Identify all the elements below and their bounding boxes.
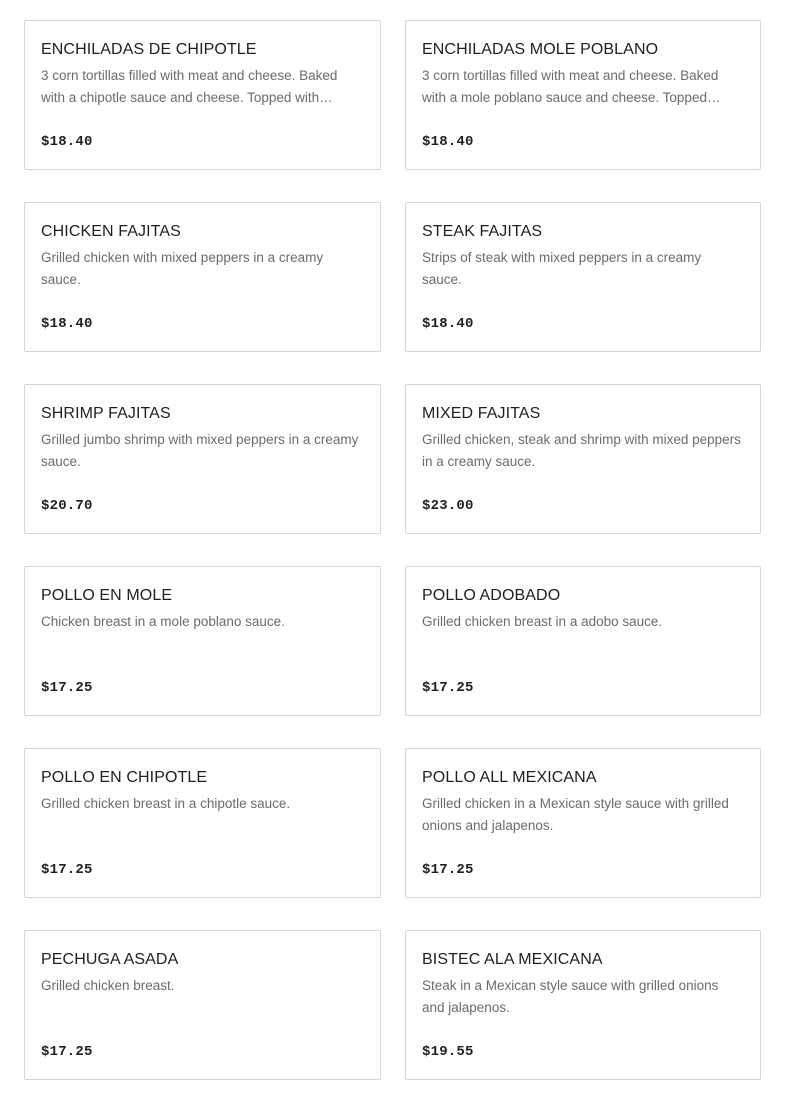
menu-item-name: POLLO EN CHIPOTLE bbox=[41, 769, 208, 786]
menu-item-description: Chicken breast in a mole poblano sauce. bbox=[41, 614, 285, 629]
menu-item-description: Grilled chicken, steak and shrimp with mixed peppers in a creamy sauce. bbox=[422, 432, 741, 469]
menu-item-name: MIXED FAJITAS bbox=[422, 405, 541, 422]
menu-item-description: Grilled chicken with mixed peppers in a creamy sauce. bbox=[41, 250, 324, 287]
menu-item-price: $20.70 bbox=[41, 498, 93, 514]
menu-item-description: Grilled chicken breast in a adobo sauce. bbox=[422, 614, 663, 629]
menu-item-description: Strips of steak with mixed peppers in a creamy sauce. bbox=[422, 250, 702, 287]
menu-item-name: POLLO ADOBADO bbox=[422, 587, 561, 604]
menu-item-description: Grilled chicken breast. bbox=[41, 978, 175, 993]
menu-item-description: Steak in a Mexican style sauce with grilled onions and jalapenos. bbox=[422, 978, 719, 1015]
menu-item-name: SHRIMP FAJITAS bbox=[41, 405, 171, 422]
menu-item-card[interactable] bbox=[405, 202, 761, 352]
menu-item-price: $17.25 bbox=[422, 680, 474, 696]
menu-item-card[interactable] bbox=[24, 202, 381, 352]
menu-item-card[interactable] bbox=[405, 748, 761, 898]
menu-item-description: Grilled chicken breast in a chipotle sauce. bbox=[41, 796, 291, 811]
menu-item-card[interactable] bbox=[405, 930, 761, 1080]
menu-item-name: ENCHILADAS MOLE POBLANO bbox=[422, 41, 659, 58]
menu-item-price: $18.40 bbox=[41, 316, 93, 332]
menu-item-price: $19.55 bbox=[422, 1044, 474, 1060]
menu-item-price: $18.40 bbox=[41, 134, 93, 150]
menu-item-name: POLLO ALL MEXICANA bbox=[422, 769, 597, 786]
menu-item-description: Grilled chicken in a Mexican style sauce with grilled onions and jalapenos. bbox=[422, 796, 729, 833]
menu-item-card[interactable] bbox=[24, 20, 381, 170]
menu-item-name: BISTEC ALA MEXICANA bbox=[422, 951, 603, 968]
menu-item-name: PECHUGA ASADA bbox=[41, 951, 179, 968]
menu-item-description: 3 corn tortillas filled with meat and cheese. Baked with a chipotle sauce and cheese. Topped with… bbox=[41, 68, 338, 105]
menu-item-name: POLLO EN MOLE bbox=[41, 587, 173, 604]
menu-item-price: $18.40 bbox=[422, 134, 474, 150]
menu-item-name: CHICKEN FAJITAS bbox=[41, 223, 181, 240]
menu-item-price: $17.25 bbox=[422, 862, 474, 878]
menu-item-card[interactable] bbox=[24, 930, 381, 1080]
menu-item-card[interactable] bbox=[24, 384, 381, 534]
menu-item-description: Grilled jumbo shrimp with mixed peppers in a creamy sauce. bbox=[41, 432, 359, 469]
menu-item-price: $17.25 bbox=[41, 1044, 93, 1060]
menu-item-description: 3 corn tortillas filled with meat and cheese. Baked with a mole poblano sauce and cheese. Topped… bbox=[422, 68, 721, 105]
menu-item-name: STEAK FAJITAS bbox=[422, 223, 543, 240]
menu-item-card[interactable] bbox=[405, 20, 761, 170]
menu-item-price: $17.25 bbox=[41, 862, 93, 878]
menu-item-card[interactable] bbox=[405, 566, 761, 716]
menu-item-card[interactable] bbox=[24, 566, 381, 716]
menu-item-price: $18.40 bbox=[422, 316, 474, 332]
menu-item-name: ENCHILADAS DE CHIPOTLE bbox=[41, 41, 257, 58]
menu-item-price: $23.00 bbox=[422, 498, 474, 514]
menu-item-price: $17.25 bbox=[41, 680, 93, 696]
menu-item-card[interactable] bbox=[24, 748, 381, 898]
menu-items-grid bbox=[24, 20, 761, 1080]
menu-item-card[interactable] bbox=[405, 384, 761, 534]
